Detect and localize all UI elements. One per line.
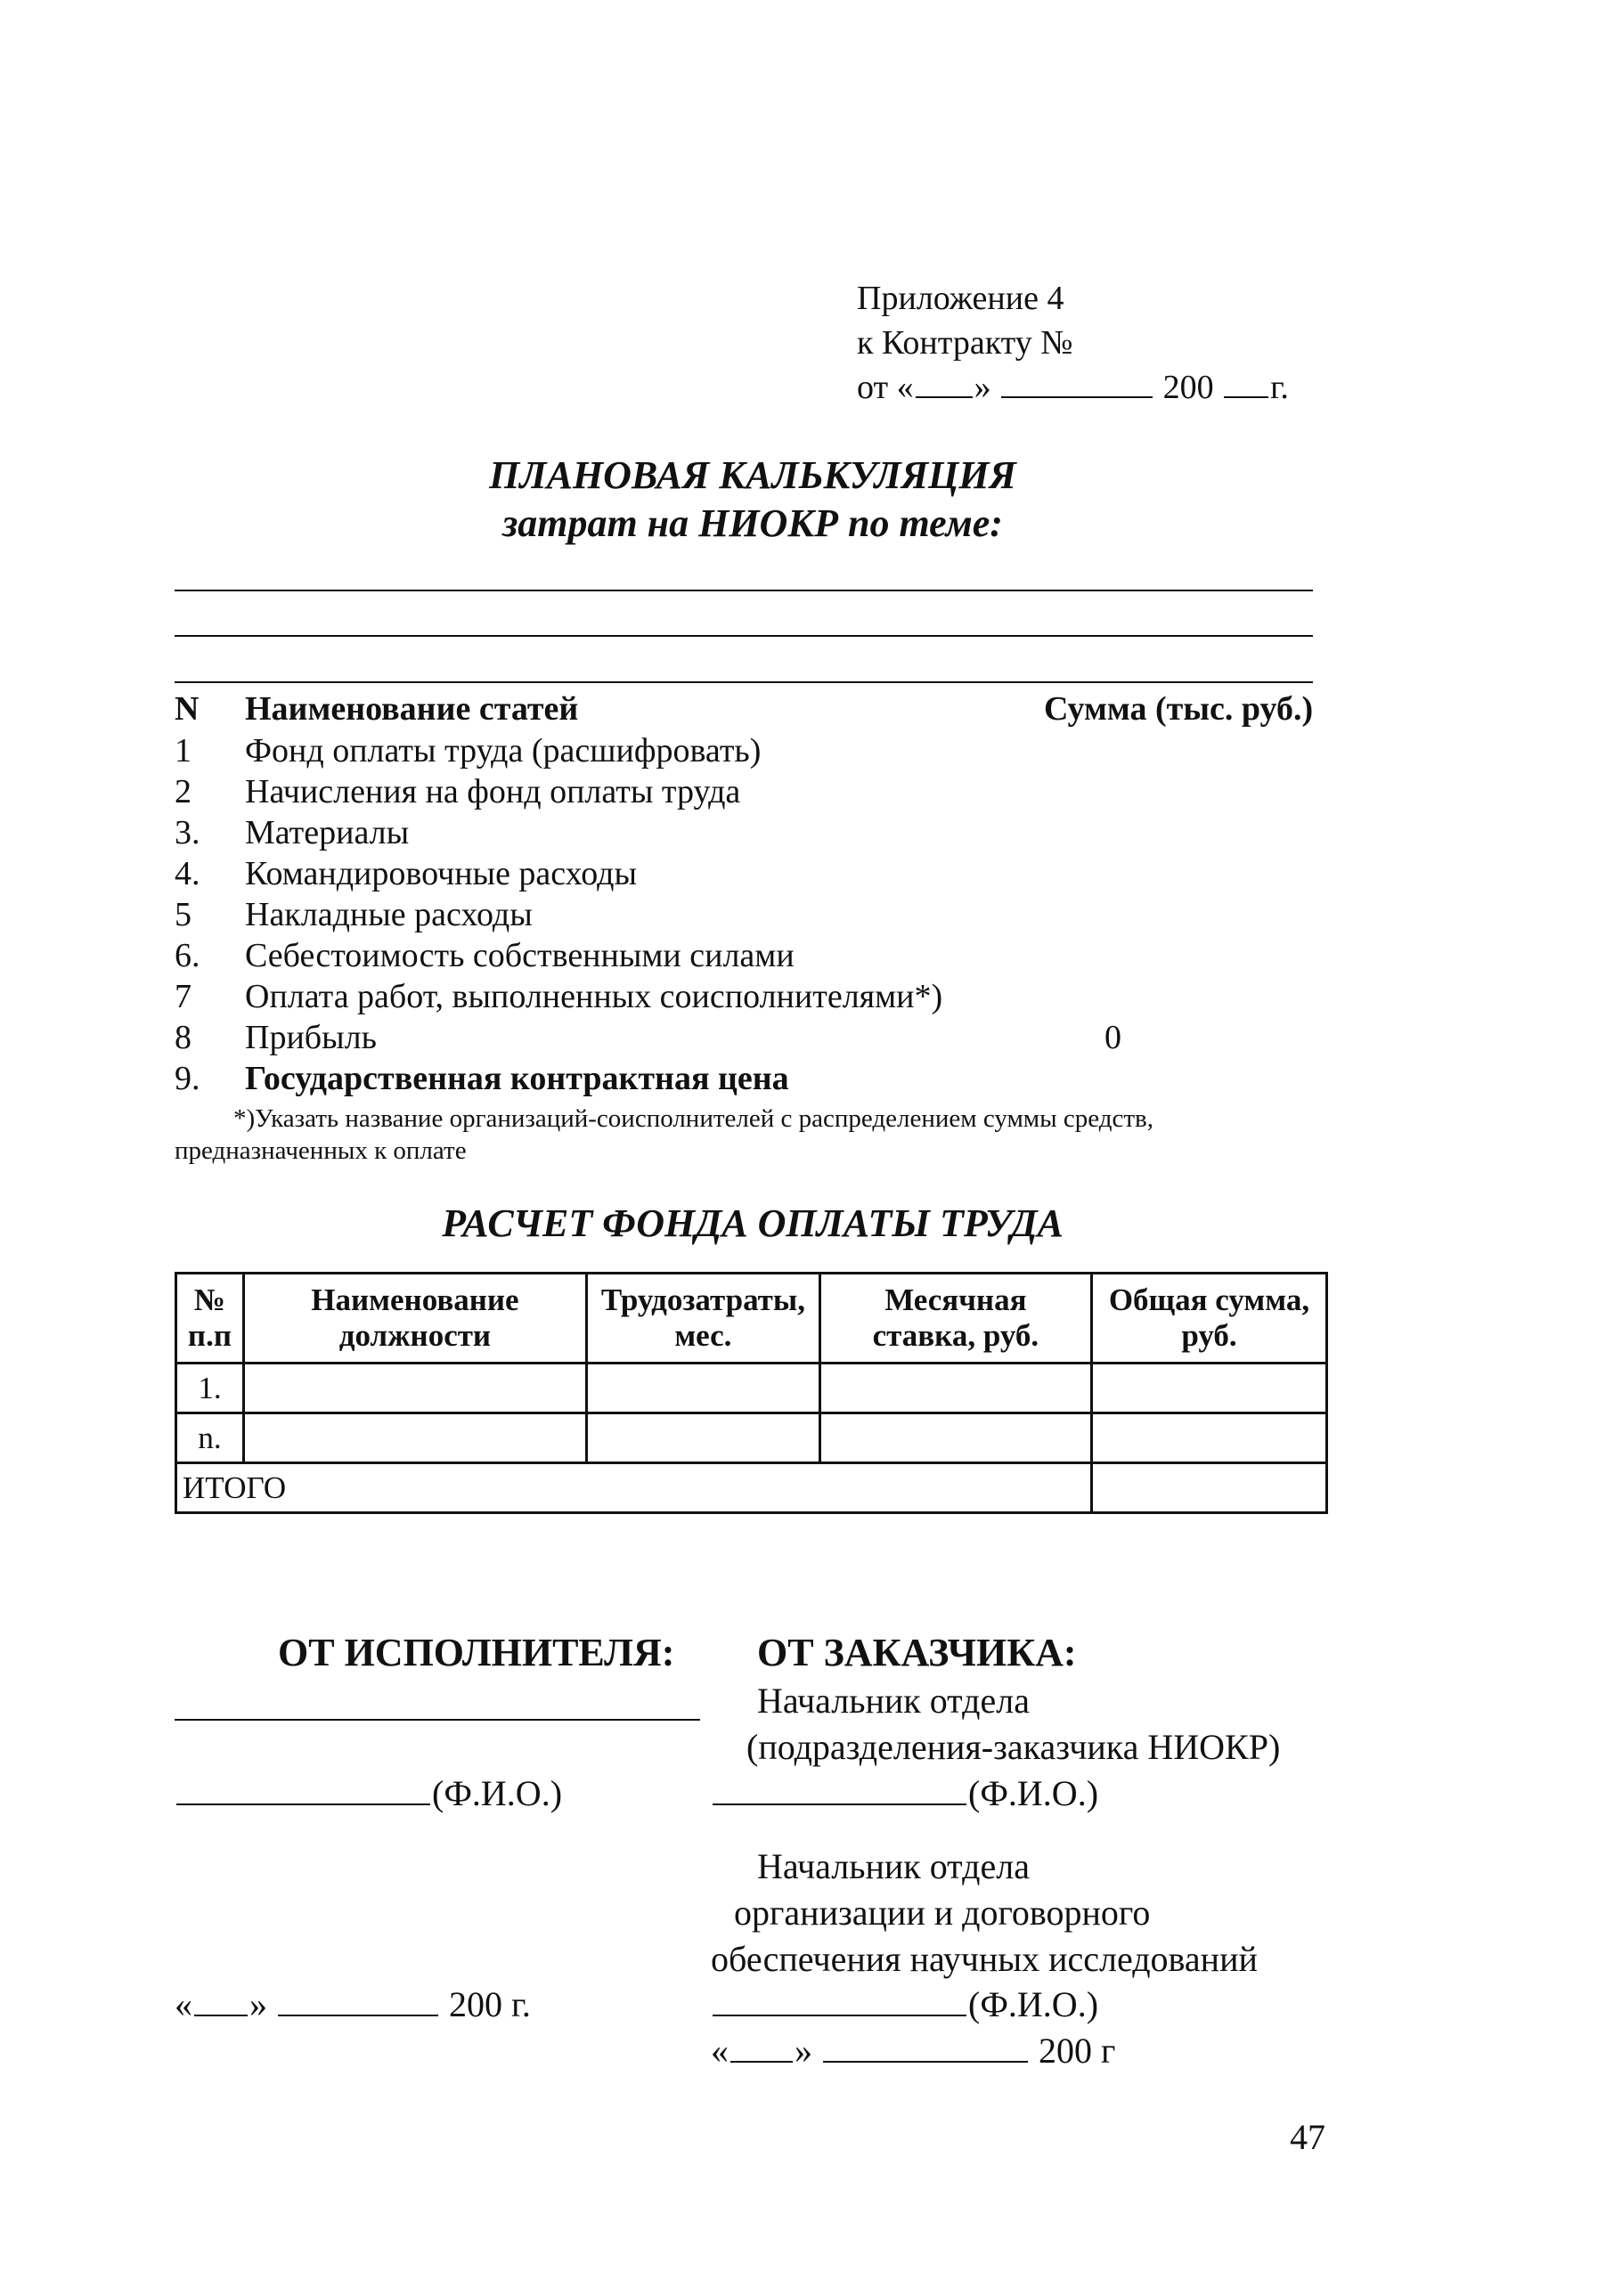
cell bbox=[586, 1364, 819, 1413]
col-name-header: Наименование статей bbox=[245, 690, 579, 728]
executor-heading: ОТ ИСПОЛНИТЕЛЯ: bbox=[278, 1631, 675, 1674]
customer-fio2: (Ф.И.О.) bbox=[968, 1984, 1099, 2024]
page-number: 47 bbox=[1290, 2117, 1325, 2157]
col-sum-header: Сумма (тыс. руб.) bbox=[1044, 690, 1314, 728]
total-cell bbox=[1091, 1463, 1326, 1513]
item-name: Командировочные расходы bbox=[245, 855, 637, 892]
footnote-line-2: предназначенных к оплате bbox=[175, 1136, 467, 1165]
topic-line-3 bbox=[175, 681, 1313, 683]
day-blank bbox=[730, 2034, 793, 2063]
header-labor: Трудозатраты, мес. bbox=[586, 1274, 819, 1364]
customer-date-line bbox=[711, 2030, 1115, 2072]
year-blank bbox=[1224, 370, 1268, 398]
date-mid: » bbox=[974, 369, 991, 406]
item-number: 6. bbox=[175, 937, 200, 974]
date-year: 200 г bbox=[1039, 2031, 1116, 2071]
topic-line-2 bbox=[175, 635, 1313, 637]
item-number: 5 bbox=[175, 896, 192, 933]
item-name: Прибыль bbox=[245, 1019, 377, 1056]
date-year: 200 г. bbox=[449, 1984, 531, 2024]
item-name: Фонд оплаты труда (расшифровать) bbox=[245, 732, 762, 769]
contract-label: к Контракту № bbox=[857, 324, 1073, 362]
signature-blank bbox=[713, 1988, 966, 2016]
date-close: » bbox=[795, 2031, 812, 2071]
item-name: Накладные расходы bbox=[245, 896, 533, 933]
item-name: Оплата работ, выполненных соисполнителями*) bbox=[245, 978, 943, 1015]
cell bbox=[586, 1413, 819, 1463]
cell bbox=[243, 1364, 586, 1413]
signature-blank bbox=[176, 1777, 430, 1805]
table-row bbox=[176, 1364, 1327, 1413]
signature-blank bbox=[713, 1777, 966, 1805]
date-prefix: от « bbox=[857, 369, 914, 406]
wages-header-row bbox=[176, 1274, 1327, 1364]
table-row bbox=[176, 1413, 1327, 1463]
month-blank bbox=[278, 1988, 438, 2016]
appendix-label: Приложение 4 bbox=[857, 280, 1064, 317]
customer-fio1-line bbox=[711, 1772, 1098, 1815]
header-rate: Месячная ставка, руб. bbox=[819, 1274, 1091, 1364]
day-blank bbox=[194, 1988, 248, 2016]
customer-role2-line3: обеспечения научных исследований bbox=[711, 1939, 1258, 1979]
total-row bbox=[176, 1463, 1327, 1513]
date-open: « bbox=[175, 1984, 192, 2024]
header-total: Общая сумма, руб. bbox=[1091, 1274, 1326, 1364]
customer-role2-line1: Начальник отдела bbox=[757, 1846, 1030, 1886]
row-number: n. bbox=[176, 1413, 244, 1463]
cell bbox=[243, 1413, 586, 1463]
year-suffix: г. bbox=[1270, 369, 1289, 406]
item-number: 4. bbox=[175, 855, 200, 892]
wages-table bbox=[175, 1272, 1328, 1514]
executor-org-line bbox=[175, 1719, 700, 1721]
item-name: Материалы bbox=[245, 814, 410, 851]
item-name: Начисления на фонд оплаты труда bbox=[245, 773, 741, 810]
executor-date-line bbox=[175, 1983, 531, 2026]
topic-line-1 bbox=[175, 590, 1313, 591]
customer-role1-line2: (подразделения-заказчика НИОКР) bbox=[746, 1727, 1281, 1767]
plan-title: ПЛАНОВАЯ КАЛЬКУЛЯЦИЯ bbox=[489, 453, 1016, 497]
item-number: 2 bbox=[175, 773, 192, 810]
total-label: ИТОГО bbox=[176, 1463, 1092, 1513]
header-num: № п.п bbox=[176, 1274, 244, 1364]
item-number: 1 bbox=[175, 732, 192, 769]
year-prefix: 200 bbox=[1162, 369, 1214, 406]
day-blank bbox=[916, 370, 973, 398]
customer-role1-line1: Начальник отдела bbox=[757, 1681, 1030, 1721]
item-number: 8 bbox=[175, 1019, 192, 1056]
cell bbox=[819, 1364, 1091, 1413]
item-number: 9. bbox=[175, 1060, 200, 1097]
item-name: Себестоимость собственными силами bbox=[245, 937, 795, 974]
header-position: Наименование должности bbox=[243, 1274, 586, 1364]
cell bbox=[1091, 1364, 1326, 1413]
contract-date-line bbox=[857, 367, 1289, 408]
wages-title: РАСЧЕТ ФОНДА ОПЛАТЫ ТРУДА bbox=[442, 1201, 1064, 1245]
month-blank bbox=[1001, 370, 1153, 398]
footnote-line-1: *)Указать название организаций-соисполнителей с распределением суммы средств, bbox=[233, 1104, 1153, 1133]
plan-subtitle: затрат на НИОКР по теме: bbox=[502, 501, 1003, 545]
executor-fio-line bbox=[175, 1772, 562, 1815]
customer-fio2-line bbox=[711, 1983, 1098, 2026]
item-number: 7 bbox=[175, 978, 192, 1015]
item-name: Государственная контрактная цена bbox=[245, 1060, 789, 1097]
cell bbox=[1091, 1413, 1326, 1463]
col-n-header: N bbox=[175, 690, 200, 728]
item-number: 3. bbox=[175, 814, 200, 851]
date-close: » bbox=[249, 1984, 267, 2024]
month-blank bbox=[823, 2034, 1028, 2063]
row-number: 1. bbox=[176, 1364, 244, 1413]
customer-fio1: (Ф.И.О.) bbox=[968, 1773, 1099, 1813]
item-sum: 0 bbox=[1104, 1019, 1121, 1056]
cell bbox=[819, 1413, 1091, 1463]
date-open: « bbox=[711, 2031, 729, 2071]
customer-heading: ОТ ЗАКАЗЧИКА: bbox=[757, 1631, 1077, 1674]
executor-fio: (Ф.И.О.) bbox=[432, 1773, 563, 1813]
customer-role2-line2: организации и договорного bbox=[734, 1893, 1151, 1933]
